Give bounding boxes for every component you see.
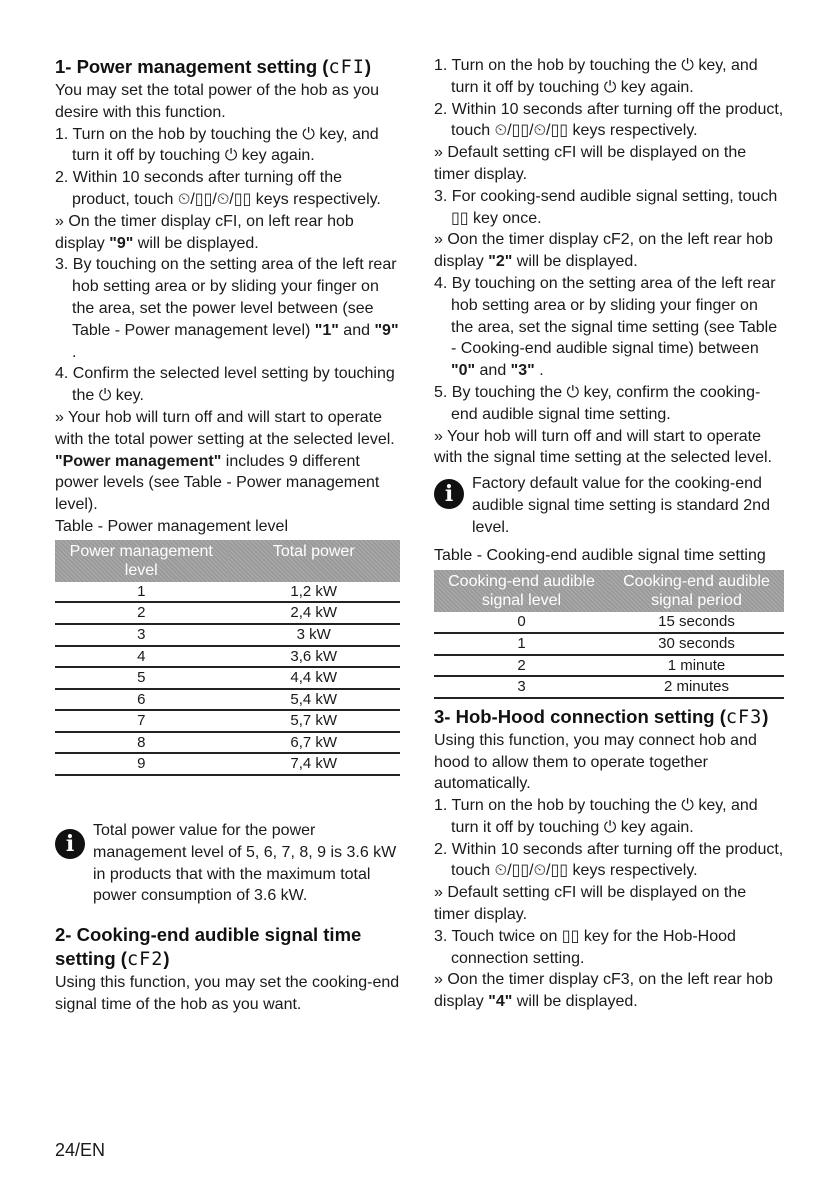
section1-title: 1- Power management setting (cFI) (55, 56, 372, 78)
left-column (55, 55, 400, 1016)
info-text: Total power value for the power management level of 5, 6, 7, 8, 9 is 3.6 kW in products that with the maximum total power consumption of 3.6 kW. (93, 822, 397, 905)
info-text: Factory default value for the cooking-end audible signal time setting is standard 2nd level. (472, 475, 770, 536)
page-number: 24/EN (55, 1140, 106, 1160)
s3-note1: » Default setting cFI will be displayed on the timer display. (434, 884, 747, 924)
s2-step1: 1. Turn on the hob by touching the ⏻ key, and turn it off by touching ⏻ key again. (434, 57, 758, 96)
power-management-table (55, 540, 400, 776)
s3-step3: 3. Touch twice on ▯▯ key for the Hob-Hood connection setting. (434, 927, 736, 967)
s1-table-caption: Table - Power management level (55, 517, 289, 535)
s1-step1: 1. Turn on the hob by touching the ⏻ key, and turn it off by touching ⏻ key again. (55, 125, 379, 165)
table-header: Cooking-end audible signal level (434, 570, 609, 612)
section2-title: 2- Cooking-end audible signal time setting (cF2) (55, 924, 362, 971)
s3-step2: 2. Within 10 seconds after turning off the product, touch ⏲/▯▯/⏲/▯▯ keys respectively. (434, 840, 784, 880)
right-column (434, 55, 784, 1013)
table-row: 0 15 seconds (434, 612, 784, 633)
info-note (434, 473, 784, 538)
table-row: 9 7,4 kW (55, 753, 400, 775)
s1-step2: 2. Within 10 seconds after turning off the product, touch ⏲/▯▯/⏲/▯▯ keys respectively. (55, 169, 381, 208)
s2-step3: 3. For cooking-send audible signal setting, touch ▯▯ key once. (434, 187, 778, 227)
table-header: Cooking-end audible signal period (609, 570, 784, 612)
s3-step1: 1. Turn on the hob by touching the ⏻ key, and turn it off by touching ⏻ key again. (434, 797, 758, 836)
table-row: 8 6,7 kW (55, 732, 400, 754)
s2-step4: 4. By touching on the setting area of the left rear hob setting area or by sliding your finger on the area, set the signal time setting (see Table - Cooking-end audible signal time) between "0" and "3" . (434, 274, 778, 380)
table-row: 1 1,2 kW (55, 582, 400, 603)
s1-intro: You may set the total power of the hob as you desire with this function. (55, 82, 380, 121)
table-row: 3 2 minutes (434, 676, 784, 698)
table-row: 5 4,4 kW (55, 667, 400, 689)
s1-note1: » On the timer display cFI, on left rear hob display "9" will be displayed. (55, 212, 354, 252)
table-header: Power management level (55, 540, 228, 582)
info-note (55, 820, 400, 907)
table-row: 7 5,7 kW (55, 710, 400, 732)
s1-pm-text: "Power management" includes 9 different power levels (see Table - Power management level). (55, 452, 380, 514)
s2-table-caption: Table - Cooking-end audible signal time setting (434, 546, 766, 564)
signal-time-table (434, 570, 784, 698)
s3-intro: Using this function, you may connect hob and hood to allow them to operate together automatically. (434, 731, 757, 793)
s2-step2: 2. Within 10 seconds after turning off the product, touch ⏲/▯▯/⏲/▯▯ keys respectively. (434, 100, 784, 140)
s1-note2: » Your hob will turn off and will start to operate with the total power setting at the selected level. (55, 408, 395, 448)
info-icon: i (434, 479, 464, 509)
table-row: 6 5,4 kW (55, 689, 400, 711)
section3-title: 3- Hob-Hood connection setting (cF3) (434, 705, 769, 728)
info-icon: i (55, 829, 85, 859)
table-row: 2 1 minute (434, 655, 784, 677)
table-header: Total power (228, 540, 401, 582)
table-row: 3 3 kW (55, 624, 400, 646)
table-row: 4 3,6 kW (55, 646, 400, 668)
s2-note1: » Default setting cFI will be displayed on the timer display. (434, 144, 747, 183)
s1-step3: 3. By touching on the setting area of the left rear hob setting area or by sliding your finger on the area, set the power level between (see Table - Power management level) "1" and "9" . (55, 256, 399, 361)
s1-step4: 4. Confirm the selected level setting by touching the ⏻ key. (55, 365, 395, 405)
s2-step5: 5. By touching the ⏻ key, confirm the cooking-end audible signal time setting. (434, 383, 761, 423)
s3-note2: » Oon the timer display cF3, on the left rear hob display "4" will be displayed. (434, 971, 773, 1011)
s2-note3: » Your hob will turn off and will start to operate with the signal time setting at the selected level. (434, 427, 772, 467)
s2-intro: Using this function, you may set the cooking-end signal time of the hob as you want. (55, 974, 400, 1014)
table-row: 1 30 seconds (434, 633, 784, 655)
table-row: 2 2,4 kW (55, 602, 400, 624)
s2-note2: » Oon the timer display cF2, on the left rear hob display "2" will be displayed. (434, 231, 773, 271)
